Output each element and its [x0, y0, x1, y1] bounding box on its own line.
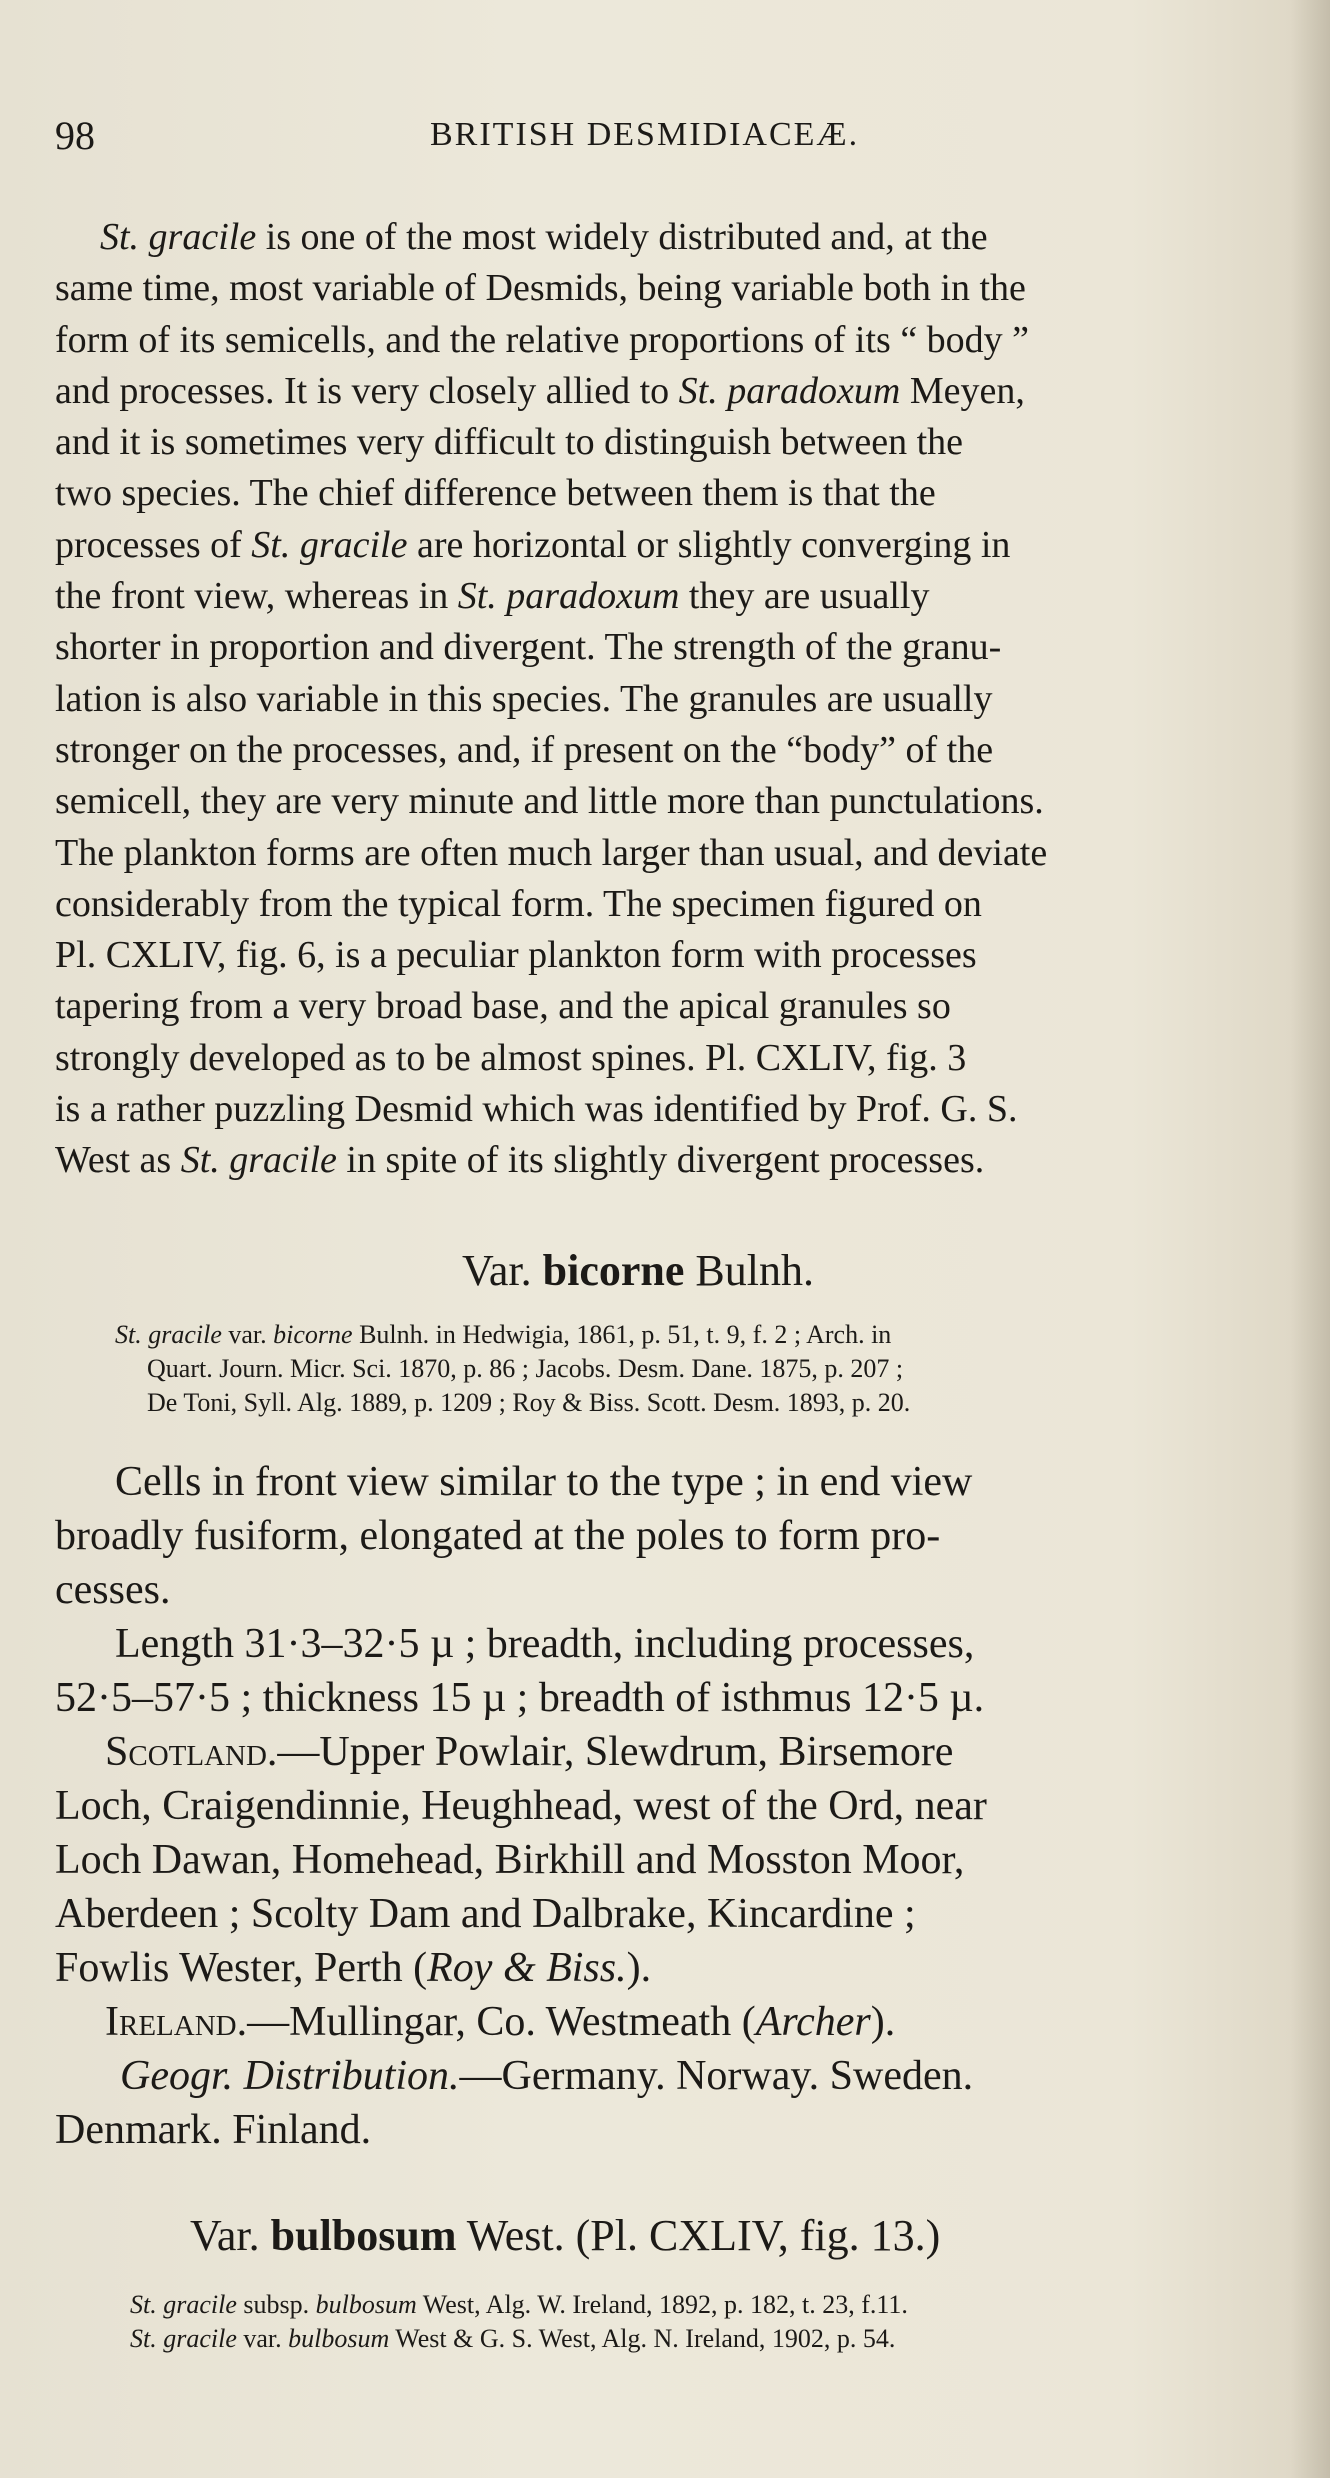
citation-line: St. gracile var. bicorne Bulnh. in Hedwigia, 1861, p. 51, t. 9, f. 2 ; Arch. in: [115, 1320, 892, 1349]
intro-line: two species. The chief difference between them is that the: [55, 472, 936, 515]
citation-block-bulbosum: [130, 2288, 1295, 2356]
citation-line: Quart. Journ. Micr. Sci. 1870, p. 86 ; Jacobs. Desm. Dane. 1875, p. 207 ;: [147, 1354, 904, 1383]
intro-line: shorter in proportion and divergent. The strength of the granu-: [55, 626, 1002, 669]
intro-line: same time, most variable of Desmids, being variable both in the: [55, 267, 1026, 310]
measurements-paragraph: Length 31·3–32·5 µ ; breadth, including processes, 52·5–57·5 ; thickness 15 µ ; breadth of isthmus 12·5 µ.: [55, 1621, 985, 1721]
intro-line: and it is sometimes very difficult to distinguish between the: [55, 421, 963, 464]
page-header: [55, 112, 1275, 162]
region-label: Ireland.: [105, 1999, 248, 2045]
intro-line: St. gracile is one of the most widely distributed and, at the: [100, 216, 988, 258]
citation-line: De Toni, Syll. Alg. 1889, p. 1209 ; Roy & Biss. Scott. Desm. 1893, p. 20.: [147, 1388, 911, 1417]
intro-line: is a rather puzzling Desmid which was identified by Prof. G. S.: [55, 1088, 1018, 1131]
scotland-localities: Scotland.—Upper Powlair, Slewdrum, Birsemore Loch, Craigendinnie, Heughhead, west of the Ord, near Loch Dawan, Homehead, Birkhill and Mosston Moor, Aberdeen ; Scolty Dam and Dalbrake, Kincardine ; Fowlis Wester, Perth (Roy & Biss.).: [55, 1729, 987, 1991]
intro-line: semicell, they are very minute and little more than punctulations.: [55, 780, 1044, 823]
citation-block-bicorne: [115, 1318, 1295, 1420]
intro-line: processes of St. gracile are horizontal or slightly converging in: [55, 523, 1011, 566]
intro-line: tapering from a very broad base, and the apical granules so: [55, 985, 951, 1028]
page-number: 98: [55, 113, 95, 158]
page-edge-shadow: [1290, 0, 1330, 2478]
intro-line: the front view, whereas in St. paradoxum they are usually: [55, 575, 930, 618]
intro-line: strongly developed as to be almost spines. Pl. CXLIV, fig. 3: [55, 1036, 967, 1079]
citation-line: St. gracile subsp. bulbosum West, Alg. W. Ireland, 1892, p. 182, t. 23, f.11.: [130, 2290, 908, 2319]
running-head: BRITISH DESMIDIACEÆ.: [430, 116, 860, 153]
intro-line: form of its semicells, and the relative proportions of its “ body ”: [55, 318, 1030, 361]
intro-line: considerably from the typical form. The specimen figured on: [55, 882, 982, 925]
intro-paragraph: [55, 212, 1290, 1187]
intro-line: Pl. CXLIV, fig. 6, is a peculiar plankton form with processes: [55, 934, 977, 977]
intro-line: and processes. It is very closely allied to St. paradoxum Meyen,: [55, 369, 1025, 412]
description-paragraph: Cells in front view similar to the type ; in end view broadly fusiform, elongated at the poles to form pro- cesses.: [55, 1459, 973, 1613]
intro-line: stronger on the processes, and, if present on the “body” of the: [55, 728, 994, 771]
citation-line: St. gracile var. bulbosum West & G. S. West, Alg. N. Ireland, 1902, p. 54.: [130, 2324, 896, 2353]
region-label: Scotland.: [105, 1729, 278, 1775]
geographic-distribution: Geogr. Distribution.—Germany. Norway. Sweden. Denmark. Finland.: [55, 2053, 974, 2153]
variety-heading-bulbosum: Var. bulbosum West. (Pl. CXLIV, fig. 13.): [190, 2211, 941, 2260]
ireland-localities: Ireland.—Mullingar, Co. Westmeath (Archer).: [105, 1999, 896, 2045]
intro-line: The plankton forms are often much larger than usual, and deviate: [55, 831, 1048, 874]
intro-line: lation is also variable in this species. The granules are usually: [55, 677, 993, 720]
intro-line: West as St. gracile in spite of its slightly divergent processes.: [55, 1139, 985, 1182]
variety-heading-bicorne: Var. bicorne Bulnh.: [462, 1246, 814, 1295]
